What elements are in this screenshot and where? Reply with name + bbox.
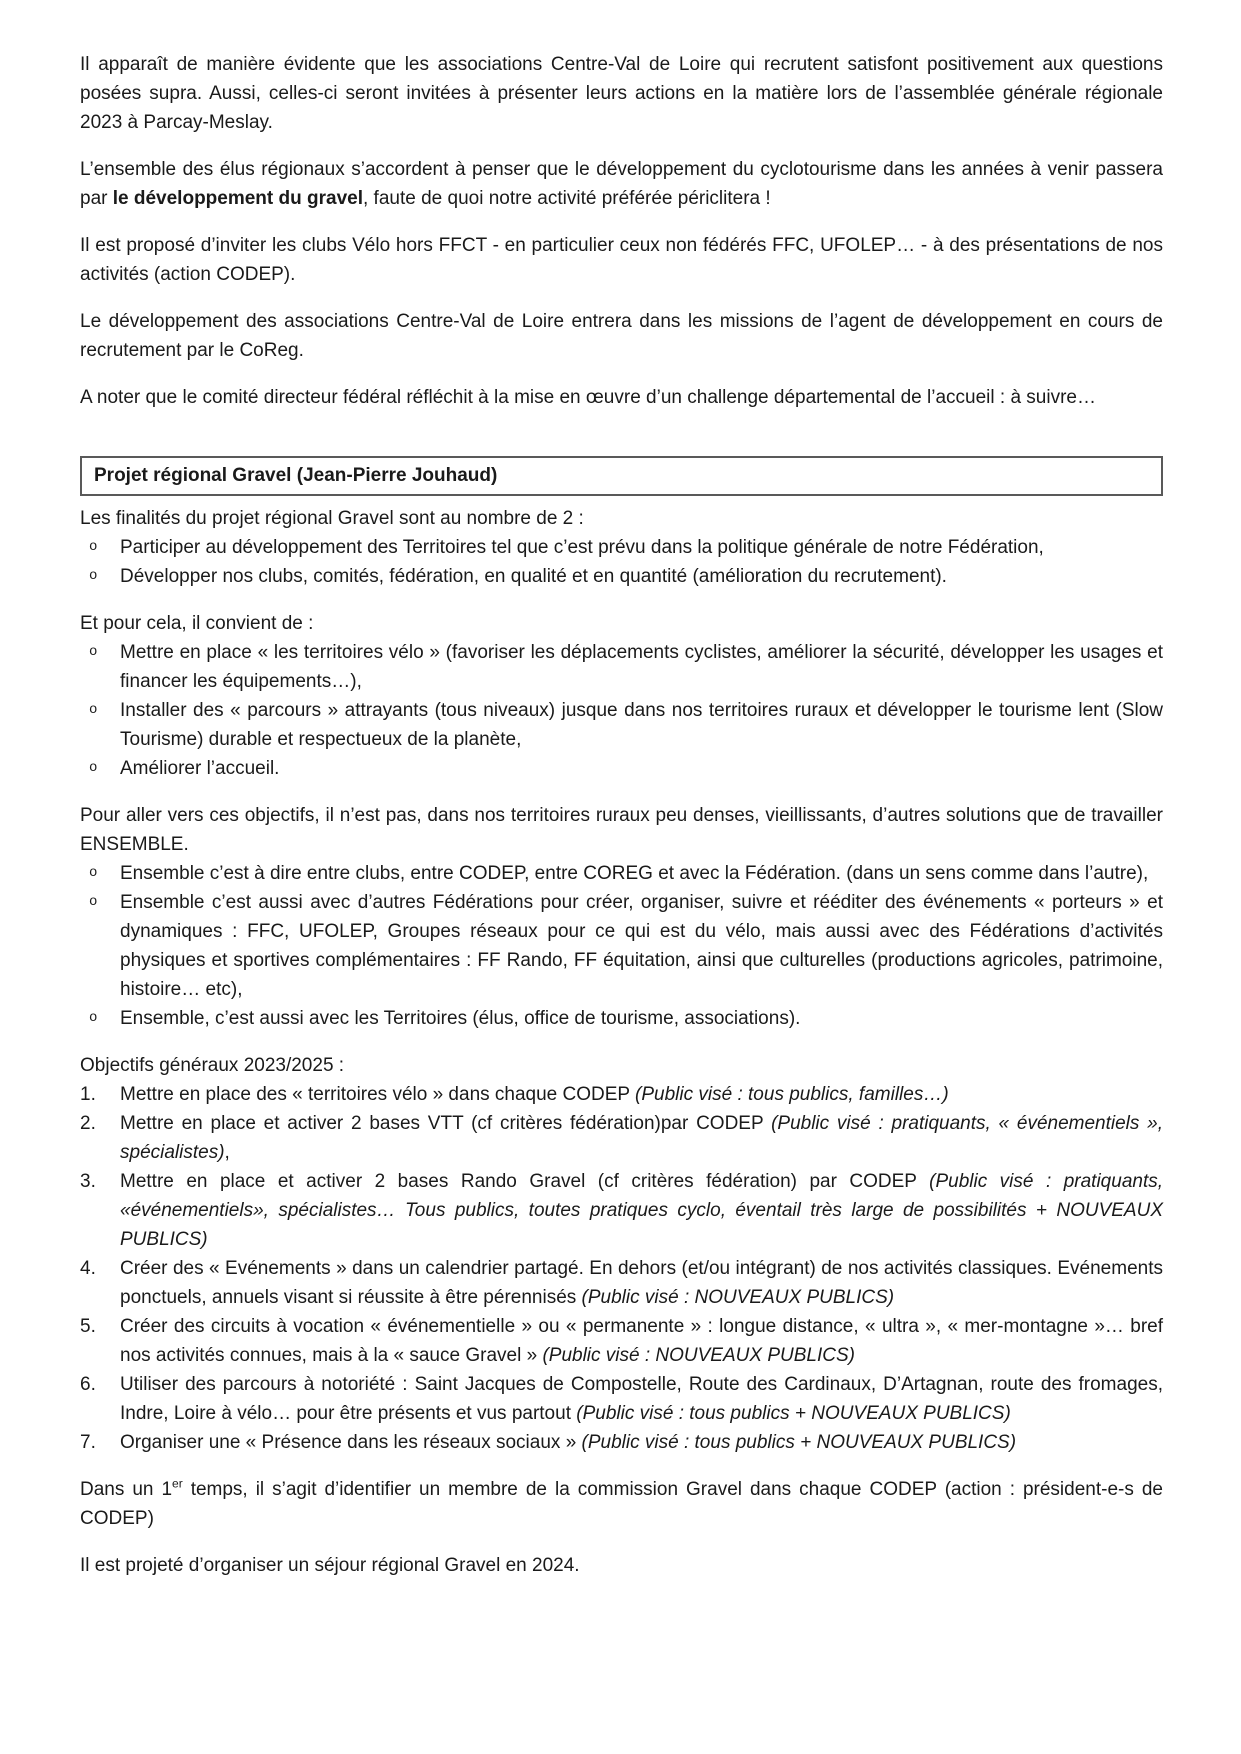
- numbered-item-number: 6.: [80, 1374, 96, 1395]
- bullet-marker-icon: o: [89, 760, 98, 776]
- numbered-item-text-italic: (Public visé : pratiquants, «événementiels», spécialistes… Tous publics, toutes pratiques cyclo, éventail très large de possibilités + NOUVEAUX PUBLICS): [120, 1171, 1164, 1250]
- ensemble-list: [80, 859, 1163, 1033]
- numbered-item-text: [120, 1312, 1163, 1370]
- numbered-item-text-pre: Mettre en place et activer 2 bases Rando Gravel (cf critères fédération) par CODEP: [120, 1171, 930, 1192]
- numbered-item-number: 2.: [80, 1113, 96, 1134]
- bullet-item-text: Améliorer l’accueil.: [120, 758, 280, 779]
- closing-paragraph-1: [80, 1475, 1163, 1533]
- bullet-item: [80, 859, 1163, 888]
- closing-paragraph-1-pre: Dans un 1: [80, 1479, 173, 1500]
- numbered-item-text-italic: (Public visé : tous publics, familles…): [635, 1084, 949, 1105]
- finalites-intro: Les finalités du projet régional Gravel sont au nombre de 2 :: [80, 508, 584, 529]
- numbered-item-text-pre: Organiser une « Présence dans les réseaux sociaux »: [120, 1432, 582, 1453]
- numbered-item-number: 3.: [80, 1171, 96, 1192]
- numbered-item-text-post: ,: [224, 1142, 230, 1163]
- numbered-item-text-italic: (Public visé : NOUVEAUX PUBLICS): [581, 1287, 895, 1308]
- numbered-item: [80, 1080, 1163, 1109]
- numbered-item-text: [120, 1109, 1163, 1167]
- numbered-item-text-italic: (Public visé : tous publics + NOUVEAUX PUBLICS): [581, 1432, 1017, 1453]
- numbered-item-text: [120, 1080, 1163, 1109]
- bullet-item-text: Ensemble c’est à dire entre clubs, entre CODEP, entre COREG et avec la Fédération. (dans un sens comme dans l’autre),: [120, 863, 1149, 884]
- intro-paragraph-3: Il est proposé d’inviter les clubs Vélo hors FFCT - en particulier ceux non fédérés FFC, UFOLEP… - à des présentations de nos activités (action CODEP).: [80, 235, 1163, 285]
- numbered-item-number: 1.: [80, 1084, 96, 1105]
- numbered-item-text-pre: Créer des circuits à vocation « événementielle » ou « permanente » : longue distance, « ultra », « mer-montagne »… bref nos activités connues, mais à la « sauce Gravel »: [120, 1316, 1163, 1366]
- intro-paragraph-4: Le développement des associations Centre-Val de Loire entrera dans les missions de l’agent de développement en cours de recrutement par le CoReg.: [80, 311, 1163, 361]
- bullet-item-text: Ensemble, c’est aussi avec les Territoires (élus, office de tourisme, associations).: [120, 1008, 801, 1029]
- finalites-list: [80, 533, 1163, 591]
- section-heading-title: Projet régional Gravel (Jean-Pierre Jouhaud): [94, 465, 498, 486]
- bullet-marker-icon: o: [89, 644, 98, 660]
- bullet-item: [80, 562, 1163, 591]
- closing-paragraph-1-post: temps, il s’agit d’identifier un membre de la commission Gravel dans chaque CODEP (action : président-e-s de CODEP): [80, 1479, 1163, 1529]
- intro-paragraph-2-bold: le développement du gravel: [112, 188, 363, 209]
- bullet-marker-icon: o: [89, 865, 98, 881]
- bullet-marker-icon: o: [89, 539, 98, 555]
- numbered-item-number: 4.: [80, 1258, 96, 1279]
- numbered-item: [80, 1167, 1163, 1254]
- numbered-item-text: [120, 1370, 1163, 1428]
- numbered-item-number: 5.: [80, 1316, 96, 1337]
- bullet-item: [80, 696, 1163, 754]
- numbered-item-text-pre: Créer des « Evénements » dans un calendrier partagé. En dehors (et/ou intégrant) de nos activités classiques. Evénements ponctuels, annuels visant si réussite à être pérennisés: [120, 1258, 1163, 1308]
- bullet-item: [80, 1004, 1163, 1033]
- bullet-item: [80, 638, 1163, 696]
- bullet-item-text: Développer nos clubs, comités, fédération, en qualité et en quantité (amélioration du recrutement).: [120, 566, 947, 587]
- convient-intro: Et pour cela, il convient de :: [80, 613, 314, 634]
- intro-paragraph-1: Il apparaît de manière évidente que les associations Centre-Val de Loire qui recrutent satisfont positivement aux questions posées supra. Aussi, celles-ci seront invitées à présenter leurs actions en la matière lors de l’assemblée générale régionale 2023 à Parcay-Meslay.: [80, 54, 1163, 133]
- numbered-item-text: [120, 1428, 1163, 1457]
- bullet-item: [80, 888, 1163, 1004]
- bullet-marker-icon: o: [89, 568, 98, 584]
- bullet-marker-icon: o: [89, 1010, 98, 1026]
- numbered-item: [80, 1370, 1163, 1428]
- section-heading-box: [80, 456, 1163, 496]
- convient-list: [80, 638, 1163, 783]
- intro-paragraph-5: A noter que le comité directeur fédéral réfléchit à la mise en œuvre d’un challenge départemental de l’accueil : à suivre…: [80, 387, 1096, 408]
- numbered-item-text-italic: (Public visé : tous publics + NOUVEAUX PUBLICS): [576, 1403, 1011, 1424]
- bullet-item-text: Participer au développement des Territoires tel que c’est prévu dans la politique générale de notre Fédération,: [120, 537, 1044, 558]
- closing-paragraph-2: Il est projeté d’organiser un séjour régional Gravel en 2024.: [80, 1555, 580, 1576]
- ensemble-intro: Pour aller vers ces objectifs, il n’est pas, dans nos territoires ruraux peu denses, vieillissants, d’autres solutions que de travailler ENSEMBLE.: [80, 805, 1163, 855]
- numbered-item: [80, 1254, 1163, 1312]
- numbered-item-text-italic: (Public visé : NOUVEAUX PUBLICS): [542, 1345, 855, 1366]
- bullet-marker-icon: o: [89, 702, 98, 718]
- bullet-item: [80, 754, 1163, 783]
- numbered-item-text: [120, 1167, 1163, 1254]
- bullet-item-text: Installer des « parcours » attrayants (tous niveaux) jusque dans nos territoires ruraux et développer le tourisme lent (Slow Tourisme) durable et respectueux de la planète,: [120, 700, 1163, 750]
- bullet-item-text: Mettre en place « les territoires vélo » (favoriser les déplacements cyclistes, améliorer la sécurité, développer les usages et financer les équipements…),: [120, 642, 1163, 692]
- intro-paragraph-2-pre: L’ensemble des élus régionaux s’accordent à penser que le développement du cyclotourisme dans les années à venir passera par: [80, 159, 1163, 209]
- numbered-item-text-italic: (Public visé : pratiquants, « événementiels », spécialistes): [120, 1113, 1164, 1163]
- ordinal-superscript: er: [172, 1476, 183, 1491]
- objectifs-list: [80, 1080, 1163, 1457]
- numbered-item-number: 7.: [80, 1432, 96, 1453]
- numbered-item: [80, 1428, 1163, 1457]
- bullet-item: [80, 533, 1163, 562]
- numbered-item: [80, 1312, 1163, 1370]
- numbered-item-text-pre: Mettre en place et activer 2 bases VTT (cf critères fédération)par CODEP: [120, 1113, 772, 1134]
- intro-paragraph-2-post: , faute de quoi notre activité préférée périclitera !: [363, 188, 771, 209]
- bullet-item-text: Ensemble c’est aussi avec d’autres Fédérations pour créer, organiser, suivre et rééditer des événements « porteurs » et dynamiques : FFC, UFOLEP, Groupes réseaux pour ce qui est du vélo, mais aussi avec des Fédérations d’activités physiques et sportives complémentaires : FF Rando, FF équitation, ainsi que culturelles (productions agricoles, patrimoine, histoire… etc),: [120, 892, 1163, 1000]
- bullet-marker-icon: o: [89, 894, 98, 910]
- numbered-item: [80, 1109, 1163, 1167]
- intro-paragraph-2: [80, 155, 1163, 213]
- objectifs-intro: Objectifs généraux 2023/2025 :: [80, 1055, 345, 1076]
- numbered-item-text-pre: Mettre en place des « territoires vélo » dans chaque CODEP: [120, 1084, 636, 1105]
- numbered-item-text-pre: Utiliser des parcours à notoriété : Saint Jacques de Compostelle, Route des Cardinaux, D’Artagnan, route des fromages, Indre, Loire à vélo… pour être présents et vus partout: [120, 1374, 1163, 1424]
- numbered-item-text: [120, 1254, 1163, 1312]
